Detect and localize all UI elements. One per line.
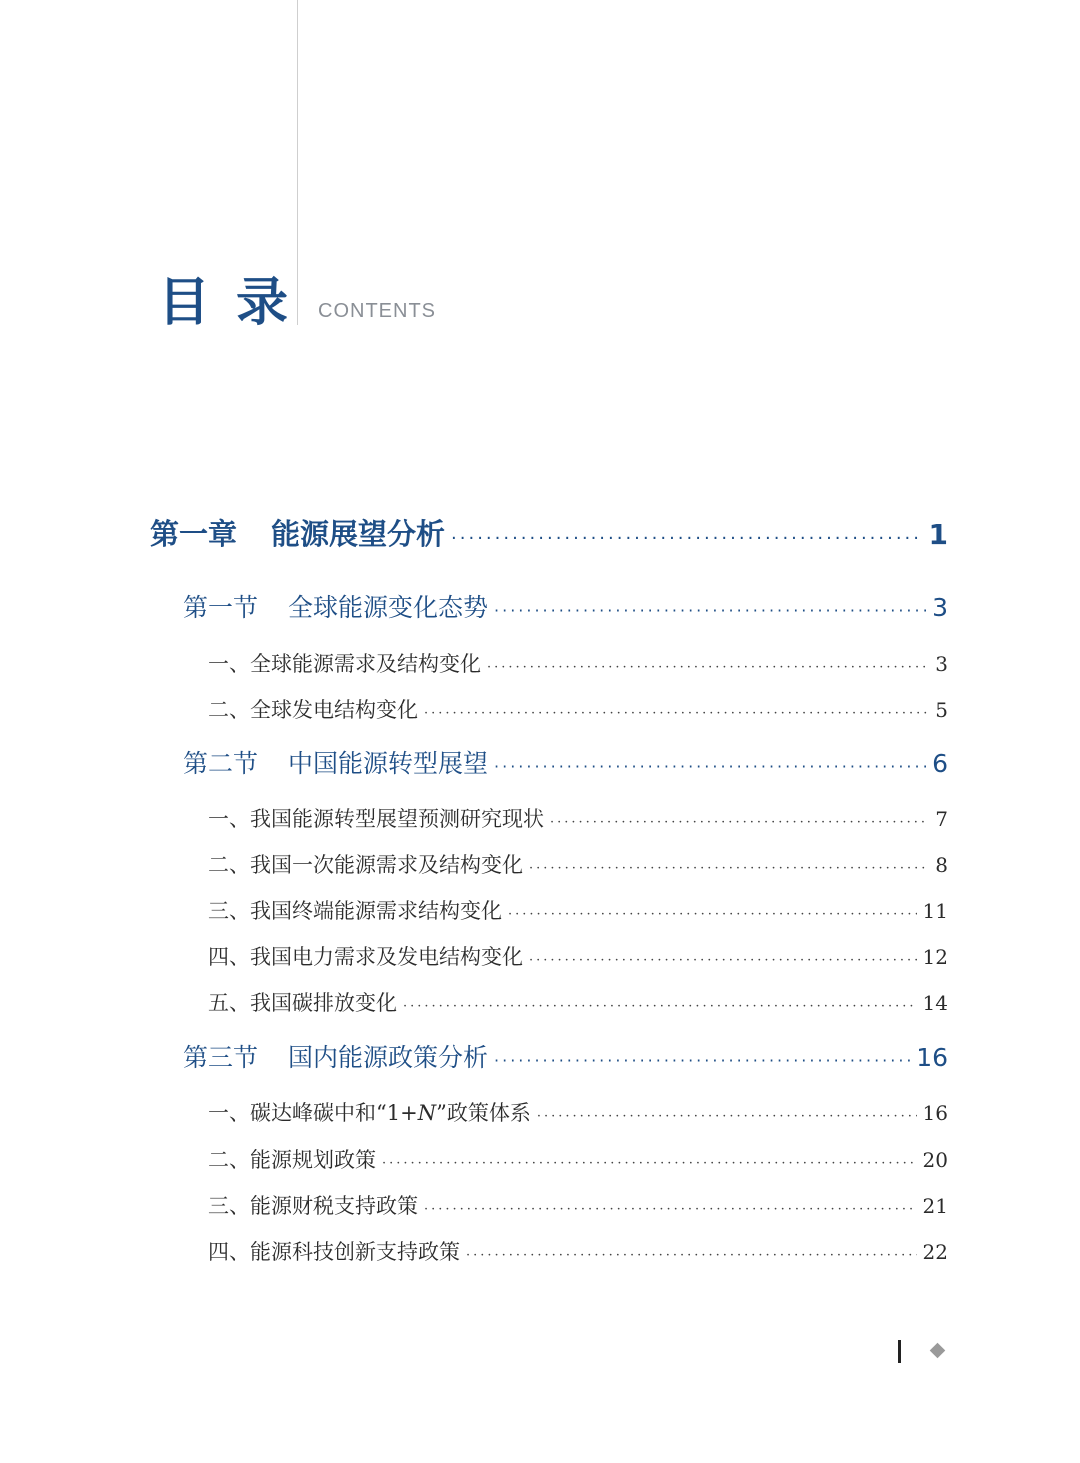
leader-dots <box>494 601 926 620</box>
toc-section-3[interactable] <box>183 1038 948 1074</box>
title-english: CONTENTS <box>318 300 436 322</box>
toc-item[interactable] <box>208 1144 948 1174</box>
toc-item[interactable] <box>208 1190 948 1220</box>
leader-dots <box>403 999 917 1014</box>
item-label-italic-n: N <box>417 1101 437 1125</box>
item-label: 二、全球发电结构变化 <box>208 698 418 722</box>
section-prefix: 第二节 <box>183 749 259 778</box>
item-label: 一、全球能源需求及结构变化 <box>208 652 481 676</box>
page-number: 5 <box>935 698 948 722</box>
leader-dots <box>382 1156 917 1171</box>
page-number: 3 <box>935 652 948 676</box>
leader-dots <box>424 1202 917 1217</box>
item-label: 四、能源科技创新支持政策 <box>208 1240 460 1264</box>
toc-item[interactable] <box>208 849 948 879</box>
item-label: 五、我国碳排放变化 <box>208 991 397 1015</box>
toc-chapter-1[interactable] <box>150 512 948 553</box>
toc-item[interactable] <box>208 694 948 724</box>
leader-dots <box>529 953 917 968</box>
leader-dots <box>424 706 929 721</box>
section-prefix: 第三节 <box>183 1043 259 1072</box>
section-prefix: 第一节 <box>183 593 259 622</box>
section-title: 国内能源政策分析 <box>288 1043 489 1072</box>
item-label: 一、我国能源转型展望预测研究现状 <box>208 807 544 831</box>
page-number: 1 <box>928 518 948 551</box>
toc-item[interactable] <box>208 803 948 833</box>
page-number: 6 <box>932 749 948 778</box>
chapter-prefix: 第一章 <box>150 517 238 551</box>
item-label: 二、我国一次能源需求及结构变化 <box>208 853 523 877</box>
item-label-part-b: ”政策体系 <box>436 1101 531 1125</box>
leader-dots <box>537 1109 917 1124</box>
toc-item[interactable] <box>208 1097 948 1127</box>
leader-dots <box>466 1248 917 1263</box>
leader-dots <box>550 815 929 830</box>
leader-dots <box>451 528 922 549</box>
toc-item[interactable] <box>208 895 948 925</box>
leader-dots <box>508 907 917 922</box>
page-number: 16 <box>922 1101 948 1125</box>
page-number: 7 <box>935 807 948 831</box>
title-chinese: 目录 <box>158 273 315 333</box>
toc-section-1[interactable] <box>183 588 948 624</box>
item-label <box>208 1097 531 1127</box>
item-label: 二、能源规划政策 <box>208 1148 376 1172</box>
leader-dots <box>487 660 929 675</box>
toc-item[interactable] <box>208 648 948 678</box>
toc-section-2[interactable] <box>183 744 948 780</box>
chapter-title: 能源展望分析 <box>271 517 446 551</box>
item-label-part-a: 一、碳达峰碳中和“1+ <box>208 1101 418 1125</box>
page-number: 16 <box>916 1043 948 1072</box>
item-label: 三、我国终端能源需求结构变化 <box>208 899 502 923</box>
page-number: 21 <box>922 1194 948 1218</box>
item-label: 四、我国电力需求及发电结构变化 <box>208 945 523 969</box>
toc-item[interactable] <box>208 987 948 1017</box>
section-title: 全球能源变化态势 <box>288 593 489 622</box>
leader-dots <box>529 861 929 876</box>
leader-dots <box>494 1051 910 1070</box>
leader-dots <box>494 757 926 776</box>
page-number: 20 <box>922 1148 948 1172</box>
page-number: 11 <box>922 899 948 923</box>
toc-item[interactable] <box>208 941 948 971</box>
diamond-icon <box>930 1343 946 1359</box>
page-number: 14 <box>922 991 948 1015</box>
page-number: 22 <box>922 1240 948 1264</box>
section-title: 中国能源转型展望 <box>288 749 489 778</box>
page-numeral-mark <box>898 1340 901 1363</box>
page-number: 8 <box>935 853 948 877</box>
toc-item[interactable] <box>208 1236 948 1266</box>
item-label: 三、能源财税支持政策 <box>208 1194 418 1218</box>
page-number: 12 <box>922 945 948 969</box>
page-number: 3 <box>932 593 948 622</box>
